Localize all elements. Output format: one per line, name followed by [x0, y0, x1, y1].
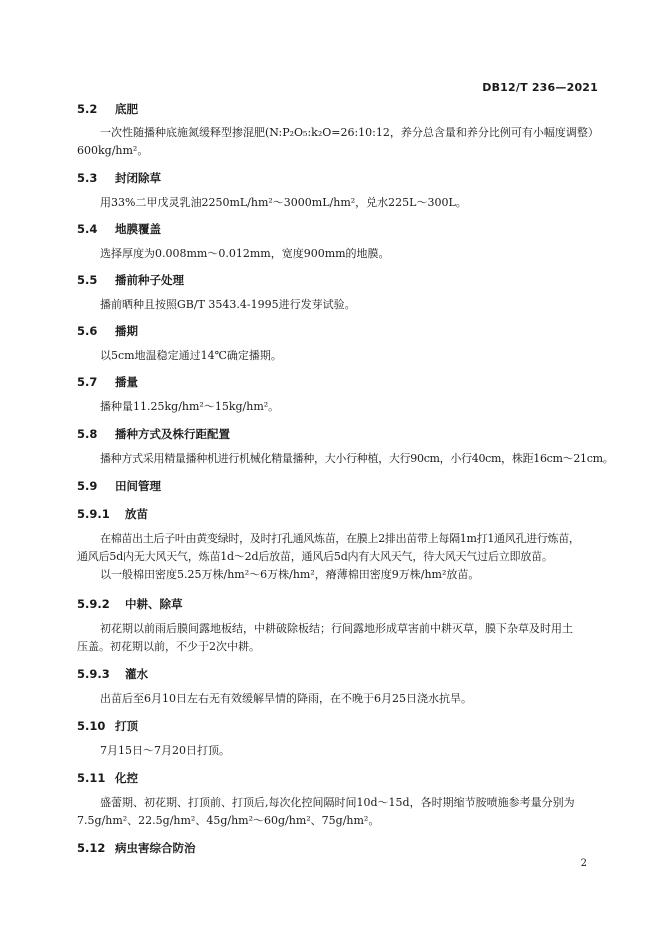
section-title: 病虫害综合防治	[115, 841, 196, 855]
section-heading-5-8	[77, 426, 230, 442]
body-line: 用33%二甲戊灵乳油2250mL/hm²～3000mL/hm²，兑水225L～300L。	[100, 196, 467, 209]
section-title: 播种方式及株行距配置	[115, 427, 230, 441]
section-body-5-11	[77, 794, 599, 830]
section-number: 5.6	[77, 324, 98, 338]
body-line: 出苗后至6月10日左右无有效缓解旱情的降雨，在不晚于6月25日浇水抗旱。	[100, 692, 472, 705]
section-title: 打顶	[115, 719, 138, 733]
body-line: 初花期以前雨后膜间露地板结，中耕破除板结；行间露地形成草害前中耕灭草，膜下杂草及时用土	[100, 622, 573, 635]
standard-code: DB12/T 236—2021	[482, 81, 598, 94]
body-line: 播前晒种且按照GB/T 3543.4-1995进行发芽试验。	[100, 298, 356, 311]
section-body-5-9-1	[77, 530, 599, 584]
section-heading-5-4	[77, 221, 161, 237]
body-line: 在棉苗出土后子叶由黄变绿时，及时打孔通风炼苗，在膜上2排出苗带上每隔1m打1通风孔进行炼苗，	[100, 532, 580, 545]
page-number: 2	[580, 858, 587, 869]
section-body-5-6	[77, 347, 599, 365]
body-line: 压盖。初花期以前，不少于2次中耕。	[77, 640, 260, 653]
section-heading-5-5	[77, 272, 184, 288]
section-body-5-4	[77, 245, 599, 263]
section-number: 5.3	[77, 171, 98, 185]
section-heading-5-9-3	[77, 666, 148, 682]
section-body-5-7	[77, 398, 599, 416]
section-number: 5.9.1	[77, 507, 110, 521]
section-heading-5-3	[77, 170, 161, 186]
section-heading-5-9	[77, 478, 161, 494]
section-title: 封闭除草	[115, 171, 161, 185]
section-title: 底肥	[115, 102, 138, 116]
section-heading-5-2	[77, 101, 138, 117]
body-line: 以5cm地温稳定通过14℃确定播期。	[100, 349, 282, 362]
section-body-5-9-3	[77, 690, 599, 708]
section-title: 化控	[115, 771, 138, 785]
section-title: 灌水	[125, 667, 148, 681]
body-line: 播种量11.25kg/hm²～15kg/hm²。	[100, 400, 280, 413]
body-line: 7月15日～7月20日打顶。	[100, 744, 230, 757]
section-title: 播前种子处理	[115, 273, 184, 287]
section-body-5-8	[77, 450, 614, 468]
section-heading-5-12	[77, 840, 196, 856]
section-title: 放苗	[125, 507, 148, 521]
section-body-5-5	[77, 296, 599, 314]
section-number: 5.4	[77, 222, 98, 236]
section-body-5-3	[77, 194, 599, 212]
section-title: 中耕、除草	[125, 597, 183, 611]
section-body-5-9-2	[77, 620, 599, 656]
section-number: 5.9.2	[77, 597, 110, 611]
body-line: 一次性随播种底施氮缓释型掺混肥(N:P₂O₅:k₂O=26:10:12，养分总含量和养分比例可有小幅度调整）	[100, 126, 599, 139]
section-heading-5-9-2	[77, 596, 183, 612]
body-line: 600kg/hm²。	[77, 144, 149, 157]
section-number: 5.8	[77, 427, 98, 441]
section-heading-5-6	[77, 323, 138, 339]
section-heading-5-7	[77, 374, 138, 390]
section-heading-5-10	[77, 718, 138, 734]
section-title: 播期	[115, 324, 138, 338]
section-number: 5.11	[77, 771, 106, 785]
section-title: 播量	[115, 375, 138, 389]
body-line: 通风后5d内无大风天气，炼苗1d～2d后放苗，通风后5d内有大风天气，待大风天气过后立即放苗。	[77, 550, 553, 563]
section-heading-5-11	[77, 770, 138, 786]
section-body-5-2	[77, 124, 599, 160]
section-number: 5.5	[77, 273, 98, 287]
section-heading-5-9-1	[77, 506, 148, 522]
body-line: 以一般棉田密度5.25万株/hm²～6万株/hm²，瘠薄棉田密度9万株/hm²放苗。	[100, 568, 480, 581]
section-number: 5.12	[77, 841, 106, 855]
body-line: 7.5g/hm²、22.5g/hm²、45g/hm²～60g/hm²、75g/hm²。	[77, 814, 380, 827]
section-number: 5.7	[77, 375, 98, 389]
section-title: 田间管理	[115, 479, 161, 493]
body-line: 选择厚度为0.008mm～0.012mm，宽度900mm的地膜。	[100, 247, 390, 260]
section-number: 5.2	[77, 102, 98, 116]
body-line: 盛蕾期、初花期、打顶前、打顶后,每次化控间隔时间10d～15d，各时期缩节胺喷施参考量分别为	[100, 796, 575, 809]
section-number: 5.9	[77, 479, 98, 493]
body-line: 播种方式采用精量播种机进行机械化精量播种，大小行种植，大行90cm，小行40cm，株距16cm～21cm。	[100, 452, 614, 465]
section-body-5-10	[77, 742, 599, 760]
section-number: 5.10	[77, 719, 106, 733]
section-number: 5.9.3	[77, 667, 110, 681]
section-title: 地膜覆盖	[115, 222, 161, 236]
